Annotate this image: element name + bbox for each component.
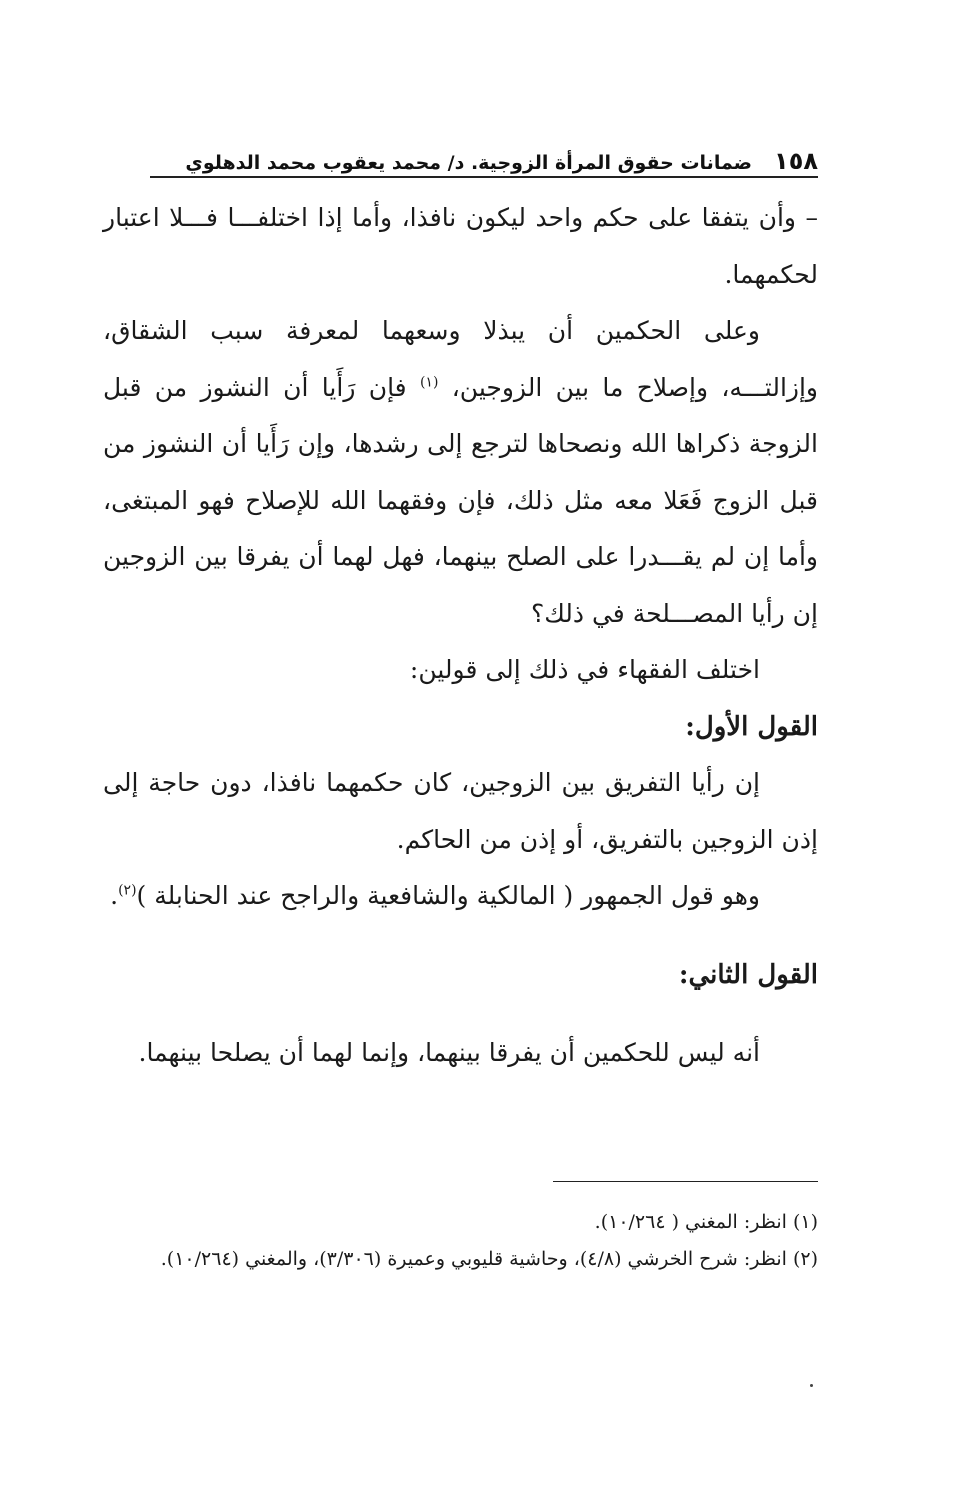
page-header [150,142,818,176]
paragraph-1: – وأن يتفقا على حكم واحد ليكون نافذا، وأما إذا اختلفـــا فـــلا اعتبار لحكمهما. [103,203,818,289]
paragraph-3: اختلف الفقهاء في ذلك إلى قولين: [409,655,760,684]
paragraph-2-part-1: وعلى الحكمين أن يبذلا وسعهما لمعرفة سبب الشقاق، وإزالتـــه، وإصلاح ما بين الزوجين، [103,316,818,402]
paragraph-5-part-1: وهو قول الجمهور ( المالكية والشافعية والراجح عند الحنابلة ) [136,881,760,910]
footnote-ref-2: (٢) [118,882,137,899]
heading-second-opinion: القول الثاني: [678,959,818,990]
paragraph-2-part-2: فإن رَأَيا أن النشوز من قبل الزوجة ذكراها الله ونصحاها لترجع إلى رشدها، وإن رَأَيا أن النشوز من قبل الزوج فَعَلا معه مثل ذلك، فإن وفقهما الله للإصلاح فهو المبتغى، وأما إن لم يقـــدرا على الصلح بينهما، فهل لهما أن يفرقا بين الزوجين إن رأيا المصـــلحة في ذلك؟ [103,372,818,628]
paragraph-5-part-2: . [110,881,119,910]
paragraph-5 [103,868,818,925]
heading-first-opinion: القول الأول: [685,711,818,742]
footnote-1: (١) انظر: المغني ( ١٠/٢٦٤). [594,1211,818,1233]
footnotes [103,1204,818,1278]
paragraph-2 [103,303,818,642]
header-rule [150,176,818,178]
scan-speck [810,1384,813,1387]
body-text [103,190,818,1082]
paragraph-6: أنه ليس للحكمين أن يفرقا بينهما، وإنما لهما أن يصلحا بينهما. [138,1038,760,1067]
page-number: ١٥٨ [774,147,818,175]
paragraph-4: إن رأيا التفريق بين الزوجين، كان حكمهما نافذا، دون حاجة إلى إذن الزوجين بالتفريق، أو إذن من الحاكم. [103,768,818,854]
footnote-2: (٢) انظر: شرح الخرشي (٤/٨)، وحاشية قليوبي وعميرة (٣/٣٠٦)، والمغني (١٠/٢٦٤). [160,1248,818,1270]
running-title: ضمانات حقوق المرأة الزوجية. د/ محمد يعقوب محمد الدهلوي [185,152,753,174]
footnote-ref-1: (١) [419,374,439,391]
footnote-separator [553,1181,818,1182]
